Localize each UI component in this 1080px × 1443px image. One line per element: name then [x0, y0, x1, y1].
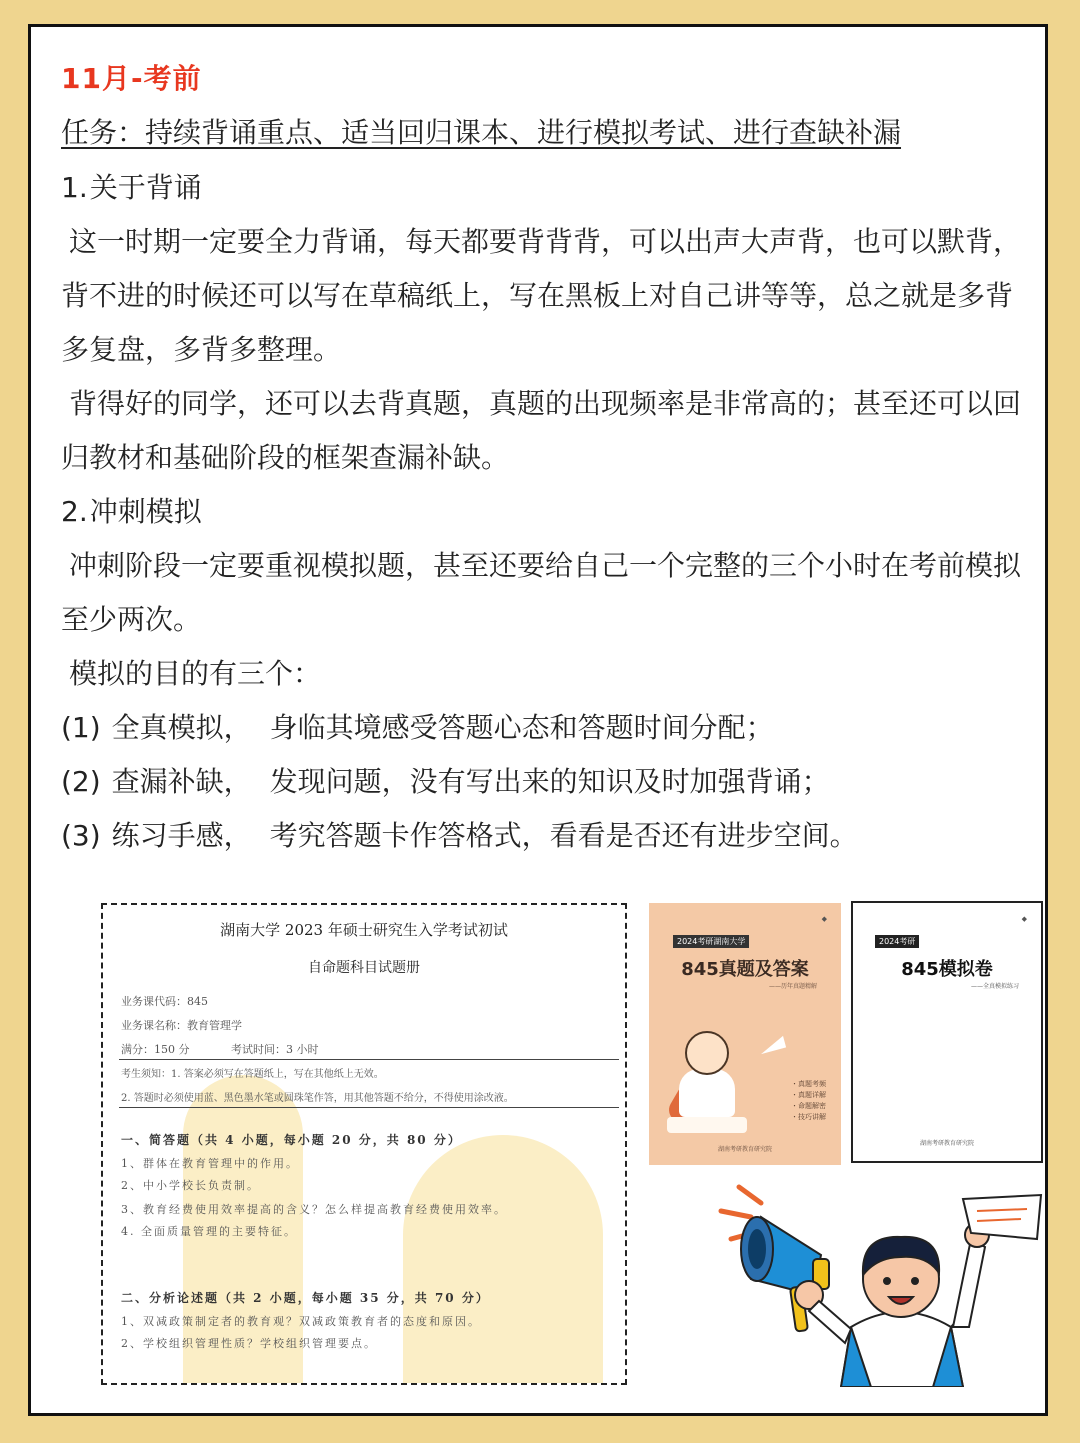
purpose-text: 身临其境感受答题心态和答题时间分配；	[269, 711, 774, 744]
character-body	[679, 1069, 735, 1117]
divider	[119, 1107, 619, 1108]
exam-question: 2、中小学校长负责制。	[121, 1179, 260, 1192]
open-book-icon	[667, 1117, 747, 1133]
book-title: 845真题及答案	[681, 959, 809, 980]
book-badge: 2024考研	[875, 935, 919, 948]
section2-heading	[61, 485, 1021, 539]
book-footer: 湖南考研教育研究院	[919, 1140, 974, 1147]
exam-name: 业务课名称：教育管理学	[121, 1019, 242, 1032]
purpose-num: (2)	[61, 765, 101, 798]
exam-code: 业务课代码：845	[121, 995, 208, 1008]
purpose-key: 练习手感，	[110, 809, 270, 863]
exam-time: 考试时间：3 小时	[231, 1043, 319, 1056]
purpose-item	[61, 809, 1021, 863]
megaphone-character-illustration	[701, 1177, 1051, 1387]
purpose-text: 考究答题卡作答格式，看看是否还有进步空间。	[269, 819, 858, 852]
book-title: 845模拟卷	[901, 959, 993, 980]
book-feature: ・真题考频	[791, 1080, 826, 1088]
task-line: 任务：持续背诵重点、适当回归课本、进行模拟考试、进行查缺补漏	[61, 116, 902, 149]
book-subtitle: ——历年真题精解	[768, 983, 817, 990]
purpose-key: 查漏补缺，	[110, 755, 270, 809]
page-title: 11月-考前	[61, 62, 202, 95]
book-footer: 湖南考研教育研究院	[717, 1146, 772, 1153]
purpose-num: (3)	[61, 819, 101, 852]
logo-icon: ◆	[1021, 915, 1027, 923]
book-feature: ・真题详解	[791, 1091, 826, 1099]
section2-heading-text: 冲刺模拟	[88, 485, 220, 539]
exam-score: 满分：150 分	[121, 1043, 190, 1056]
book-cover-mock	[851, 901, 1043, 1163]
exam-subtitle: 自命题科目试题册	[308, 960, 420, 976]
purpose-num: (1)	[61, 711, 101, 744]
exam-paper-image	[101, 903, 627, 1385]
section1-heading	[61, 161, 1021, 215]
section1-para1: 这一时期一定要全力背诵，每天都要背背背，可以出声大声背，也可以默背，背不进的时候还可以写在草稿纸上，写在黑板上对自己讲等等，总之就是多背多复盘，多背多整理。	[61, 225, 1022, 366]
paper-plane-icon	[758, 1036, 786, 1054]
exam-question: 3、教育经费使用效率提高的含义？怎么样提高教育经费使用效率。	[121, 1203, 507, 1216]
exam-title: 湖南大学 2023 年硕士研究生入学考试初试	[220, 921, 508, 939]
book-feature: ・技巧讲解	[791, 1113, 826, 1121]
book-badge: 2024考研湖南大学	[673, 935, 749, 948]
logo-icon: ◆	[821, 915, 827, 923]
book-feature: ・命题解密	[791, 1102, 826, 1110]
exam-note1: 考生须知：1. 答案必须写在答题纸上，写在其他纸上无效。	[121, 1069, 384, 1080]
purpose-heading-row	[61, 647, 1021, 701]
exam-question: 4. 全面质量管理的主要特征。	[121, 1225, 297, 1238]
purpose-key: 全真模拟，	[110, 701, 270, 755]
divider	[119, 1059, 619, 1060]
exam-note2: 2. 答题时必须使用蓝、黑色墨水笔或圆珠笔作答，用其他答题不给分，不得使用涂改液。	[121, 1093, 514, 1104]
exam-section2: 二、分析论述题（共 2 小题，每小题 35 分，共 70 分）	[121, 1291, 490, 1305]
book-feature-list	[791, 1079, 826, 1123]
purpose-text: 发现问题，没有写出来的知识及时加强背诵；	[269, 765, 830, 798]
section2-para1: 冲刺阶段一定要重视模拟题，甚至还要给自己一个完整的三个小时在考前模拟至少两次。	[61, 549, 1022, 636]
purpose-item	[61, 701, 1021, 755]
exam-question: 1、双减政策制定者的教育观？双减政策教育者的态度和原因。	[121, 1315, 481, 1328]
section1-heading-text: 关于背诵	[88, 161, 220, 215]
section1-number: 1.	[61, 171, 88, 204]
watermark-shape	[403, 1135, 603, 1385]
character-head	[685, 1031, 729, 1075]
book-subtitle: ——全真模拟练习	[970, 983, 1019, 990]
section2-number: 2.	[61, 495, 88, 528]
book-cover-answers	[649, 903, 841, 1165]
exam-section1: 一、简答题（共 4 小题，每小题 20 分，共 80 分）	[121, 1133, 462, 1147]
section1-para2: 背得好的同学，还可以去背真题，真题的出现频率是非常高的；甚至还可以回归教材和基础阶段的框架查漏补缺。	[61, 387, 1022, 474]
purpose-item	[61, 755, 1021, 809]
content-card	[28, 24, 1048, 1416]
exam-question: 1、群体在教育管理中的作用。	[121, 1157, 299, 1170]
exam-question: 2、学校组织管理性质？学校组织管理要点。	[121, 1337, 377, 1350]
purpose-heading: 模拟的目的有三个：	[61, 647, 339, 701]
